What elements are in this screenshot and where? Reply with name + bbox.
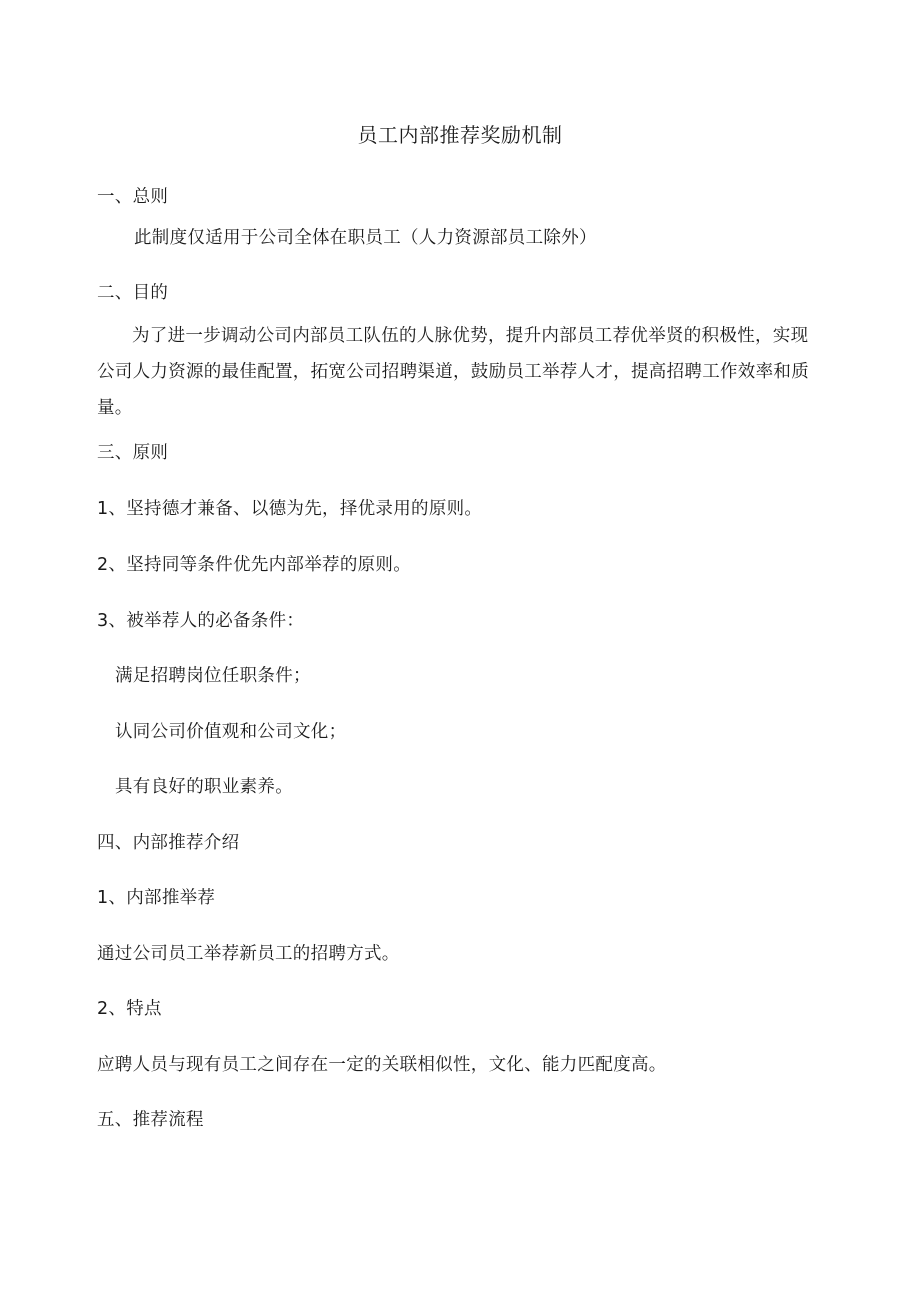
section-heading-intro: 四、内部推荐介绍 [97, 833, 240, 853]
intro-item-1: 1、内部推举荐 [97, 888, 216, 908]
section-heading-principles: 三、原则 [97, 443, 169, 463]
condition-item-2: 认同公司价值观和公司文化； [115, 722, 347, 742]
document-title: 员工内部推荐奖励机制 [357, 123, 563, 147]
principle-item-2: 2、坚持同等条件优先内部举荐的原则。 [97, 555, 412, 575]
principle-item-1: 1、坚持德才兼备、以德为先，择优录用的原则。 [97, 499, 483, 519]
principle-item-3: 3、被举荐人的必备条件： [97, 611, 305, 631]
condition-item-1: 满足招聘岗位任职条件； [115, 666, 311, 686]
intro-item-2-text: 应聘人员与现有员工之间存在一定的关联相似性，文化、能力匹配度高。 [97, 1055, 667, 1075]
condition-item-3: 具有良好的职业素养。 [115, 777, 293, 797]
section-heading-process: 五、推荐流程 [97, 1110, 204, 1130]
intro-item-2: 2、特点 [97, 999, 162, 1019]
section-heading-general: 一、总则 [97, 187, 169, 207]
section-heading-purpose: 二、目的 [97, 283, 169, 303]
general-text: 此制度仅适用于公司全体在职员工（人力资源部员工除外） [134, 228, 597, 248]
purpose-paragraph: 为了进一步调动公司内部员工队伍的人脉优势，提升内部员工荐优举贤的积极性，实现公司人力资源的最佳配置，拓宽公司招聘渠道，鼓励员工举荐人才，提高招聘工作效率和质量。 [97, 326, 809, 418]
intro-item-1-text: 通过公司员工举荐新员工的招聘方式。 [97, 944, 400, 964]
